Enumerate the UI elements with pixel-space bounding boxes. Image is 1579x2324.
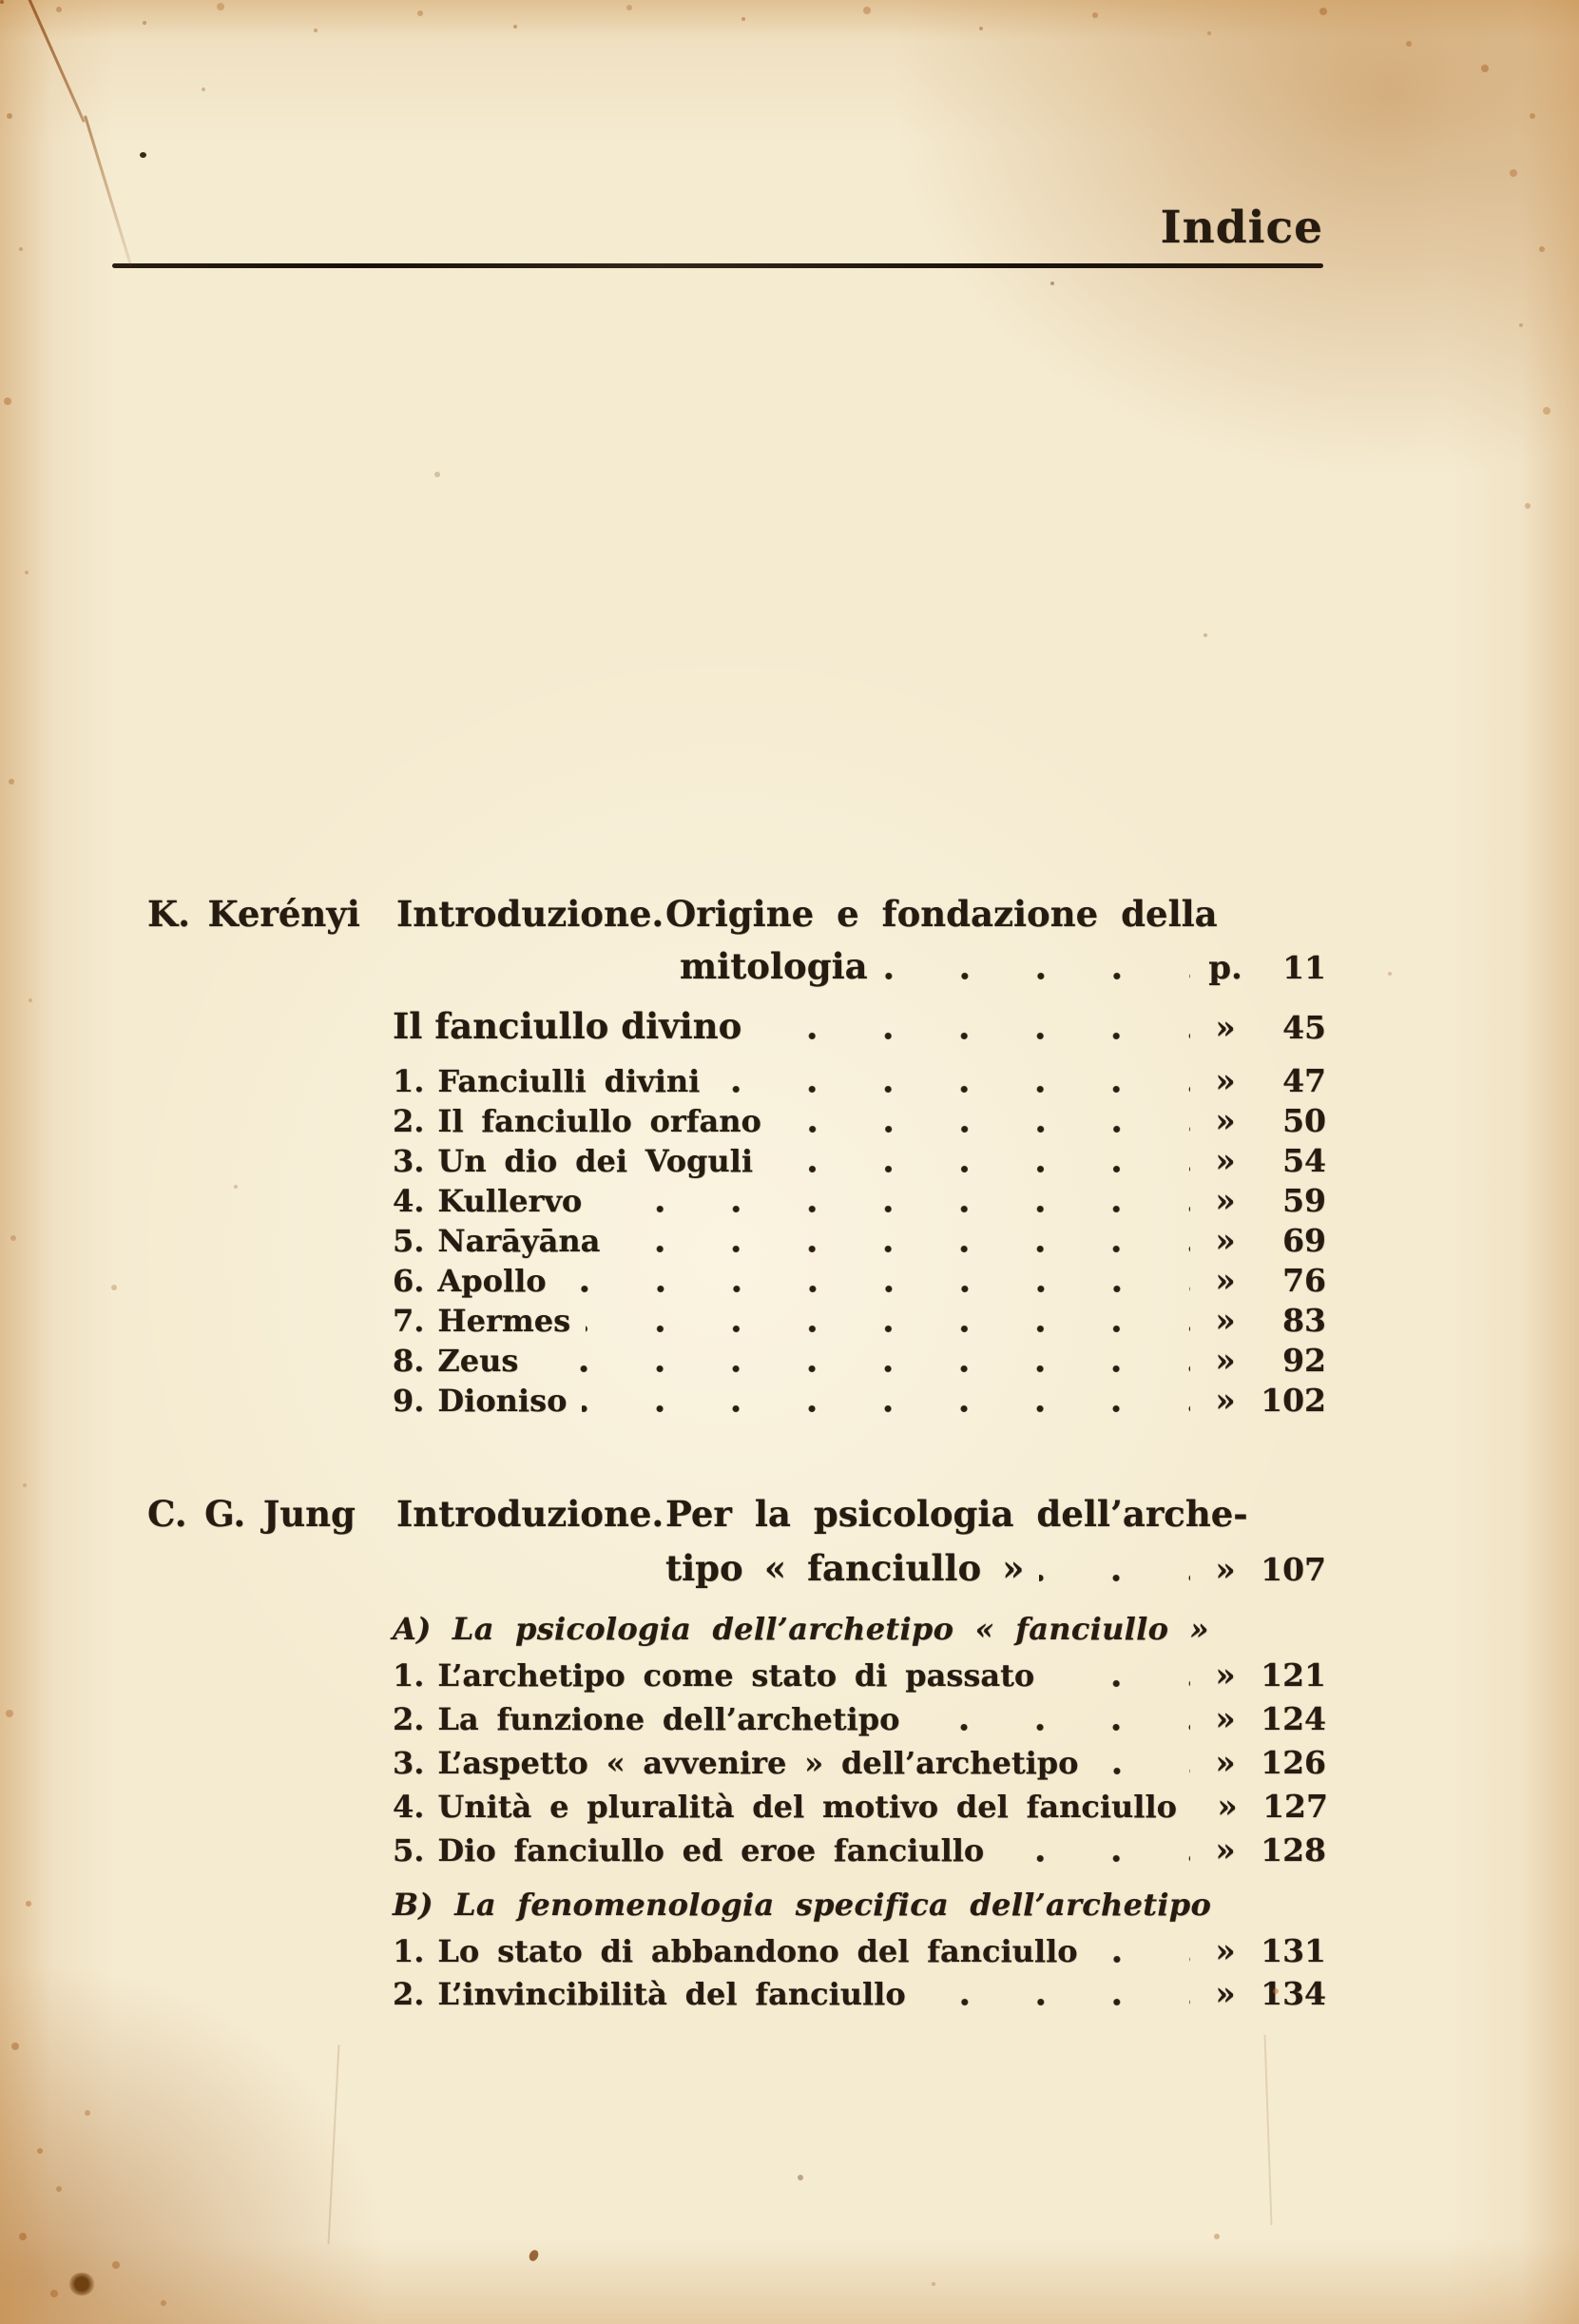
dot-leader xyxy=(597,1205,1190,1213)
entry-number: 8. xyxy=(393,1343,425,1379)
page-marker: » xyxy=(1215,1932,1236,1970)
page-marker: » xyxy=(1215,1975,1236,2013)
toc-section-header xyxy=(147,1494,1326,1543)
entry-label: Introduzione. xyxy=(396,893,664,935)
paper-speck xyxy=(528,2249,540,2263)
paper-stain xyxy=(68,2273,95,2295)
subsection-heading-text: A) La psicologia dell’archetipo « fanciullo » xyxy=(393,1611,1209,1647)
dot-leader xyxy=(715,1085,1190,1094)
page-number: 127 xyxy=(1262,1788,1328,1825)
toc-entry-row xyxy=(393,1933,1326,1970)
page-marker: » xyxy=(1215,1302,1236,1340)
page-marker: » xyxy=(1215,1182,1236,1220)
entry-text: Fanciulli divini xyxy=(437,1063,701,1099)
toc-entry-row xyxy=(393,1303,1326,1340)
page-marker: » xyxy=(1215,1262,1236,1300)
header-rule xyxy=(112,263,1323,268)
toc-entry-row xyxy=(393,1263,1326,1300)
page-marker: » xyxy=(1215,1382,1236,1420)
entry-title-line1: Per la psicologia dell’arche- xyxy=(665,1493,1248,1535)
entry-number: 2. xyxy=(393,1701,425,1737)
page-marker: p. xyxy=(1208,949,1242,987)
entry-text: Zeus xyxy=(437,1343,519,1379)
dot-leader xyxy=(757,1032,1190,1040)
entry-number: 7. xyxy=(393,1303,425,1339)
dot-leader xyxy=(768,1165,1190,1173)
page-title: Indice xyxy=(1160,202,1323,254)
page-marker: » xyxy=(1215,1142,1236,1180)
entry-number: 1. xyxy=(393,1933,425,1969)
page-number: 11 xyxy=(1282,949,1326,986)
page-number: 102 xyxy=(1261,1382,1326,1419)
dot-leader xyxy=(582,1404,1190,1413)
page-number: 124 xyxy=(1261,1700,1326,1737)
dot-leader xyxy=(586,1325,1190,1333)
dot-leader xyxy=(915,1723,1190,1732)
entry-text: Narāyāna xyxy=(437,1223,601,1259)
page-number: 134 xyxy=(1261,1975,1326,2012)
toc-entry-row xyxy=(665,1548,1326,1589)
page-marker: » xyxy=(1215,1700,1236,1738)
dot-leader xyxy=(562,1285,1190,1293)
page-marker: » xyxy=(1215,1009,1236,1047)
toc-entry-row xyxy=(393,1103,1326,1140)
entry-text: Kullervo xyxy=(437,1183,583,1219)
entry-number: 5. xyxy=(393,1223,425,1259)
paper-speck xyxy=(140,152,146,158)
entry-number: 3. xyxy=(393,1143,425,1179)
author-name: K. Kerényi xyxy=(147,893,360,935)
entry-title-line2: tipo « fanciullo » xyxy=(665,1547,1025,1589)
entry-text: Apollo xyxy=(437,1263,547,1299)
page-number: 69 xyxy=(1282,1222,1326,1259)
page-number: 76 xyxy=(1282,1262,1326,1299)
entry-text: L’archetipo come stato di passato xyxy=(437,1657,1035,1694)
page-number: 50 xyxy=(1282,1102,1326,1139)
entry-number: 9. xyxy=(393,1383,425,1419)
entry-number: 5. xyxy=(393,1832,425,1869)
dot-leader xyxy=(1094,1767,1190,1775)
dot-leader xyxy=(1093,1955,1190,1964)
dot-leader xyxy=(921,1998,1190,2006)
entry-title-line1: Origine e fondazione della xyxy=(665,893,1218,935)
entry-number: 1. xyxy=(393,1063,425,1099)
paper-scratch xyxy=(328,2044,340,2244)
toc-entry-row xyxy=(393,1383,1326,1420)
page-number: 92 xyxy=(1282,1342,1326,1379)
dot-leader xyxy=(533,1365,1190,1373)
page-number: 47 xyxy=(1282,1062,1326,1099)
entry-number: 3. xyxy=(393,1745,425,1781)
paper-crack xyxy=(25,0,86,123)
entry-number: 4. xyxy=(393,1789,425,1825)
entry-number: 2. xyxy=(393,1976,425,2012)
entry-text: Un dio dei Voguli xyxy=(437,1143,753,1179)
toc-entry-row xyxy=(393,1789,1326,1826)
entry-text: Unità e pluralità del motivo del fanciullo xyxy=(437,1789,1177,1825)
toc-entry-row xyxy=(680,946,1326,987)
entry-label: Introduzione. xyxy=(396,1493,664,1535)
toc-entry-row xyxy=(393,1006,1326,1047)
toc-entry-row xyxy=(393,1063,1326,1100)
dot-leader xyxy=(999,1854,1190,1863)
entry-text: Dio fanciullo ed eroe fanciullo xyxy=(437,1832,985,1869)
dot-leader xyxy=(1049,1679,1190,1688)
page-marker: » xyxy=(1215,1102,1236,1140)
toc-entry-row xyxy=(393,1223,1326,1260)
page-marker: » xyxy=(1215,1222,1236,1260)
entry-number: 6. xyxy=(393,1263,425,1299)
page-marker: » xyxy=(1215,1656,1236,1695)
toc-subsection-heading xyxy=(393,1888,1326,1923)
toc-entry-row xyxy=(393,1976,1326,2013)
entry-text: Hermes xyxy=(437,1303,571,1339)
page-number: 83 xyxy=(1282,1302,1326,1339)
toc-entry-row xyxy=(393,1832,1326,1869)
page-number: 128 xyxy=(1261,1831,1326,1869)
toc-subsection-heading xyxy=(393,1612,1326,1647)
toc-entry-row xyxy=(393,1183,1326,1220)
author-name: C. G. Jung xyxy=(147,1493,356,1535)
toc-section-header xyxy=(147,894,1326,943)
paper-freckles xyxy=(0,0,4,4)
page-number: 107 xyxy=(1261,1551,1326,1588)
page-marker: » xyxy=(1215,1342,1236,1380)
toc-entry-row xyxy=(393,1701,1326,1738)
entry-number: 2. xyxy=(393,1103,425,1139)
entry-number: 4. xyxy=(393,1183,425,1219)
toc-entry-row xyxy=(393,1343,1326,1380)
entry-text: Il fanciullo divino xyxy=(393,1005,742,1047)
paper-scratch xyxy=(1264,2035,1273,2225)
page-number: 45 xyxy=(1282,1009,1326,1046)
page-marker: » xyxy=(1215,1062,1236,1100)
page-number: 54 xyxy=(1282,1142,1326,1179)
entry-text: L’aspetto « avvenire » dell’archetipo xyxy=(437,1745,1079,1781)
entry-text: Dioniso xyxy=(437,1383,568,1419)
dot-leader xyxy=(883,972,1190,980)
page-number: 59 xyxy=(1282,1182,1326,1219)
dot-leader xyxy=(777,1125,1190,1133)
page-marker: » xyxy=(1217,1788,1238,1826)
entry-text: Il fanciullo orfano xyxy=(437,1103,761,1139)
entry-text: L’invincibilità del fanciullo xyxy=(437,1976,906,2012)
page-marker: » xyxy=(1215,1744,1236,1782)
page-number: 126 xyxy=(1261,1744,1326,1781)
toc-entry-row xyxy=(393,1143,1326,1180)
subsection-heading-text: B) La fenomenologia specifica dell’archetipo xyxy=(393,1887,1212,1923)
toc-entry-row xyxy=(393,1745,1326,1782)
page-marker: » xyxy=(1215,1551,1236,1589)
page-number: 131 xyxy=(1261,1932,1326,1969)
entry-title-line2: mitologia xyxy=(680,945,868,987)
page-marker: » xyxy=(1215,1831,1236,1869)
page-number: 121 xyxy=(1261,1656,1326,1694)
entry-text: La funzione dell’archetipo xyxy=(437,1701,900,1737)
entry-text: Lo stato di abbandono del fanciullo xyxy=(437,1933,1078,1969)
dot-leader xyxy=(615,1245,1190,1253)
dot-leader xyxy=(1039,1574,1190,1582)
toc-entry-row xyxy=(393,1657,1326,1695)
entry-number: 1. xyxy=(393,1657,425,1694)
